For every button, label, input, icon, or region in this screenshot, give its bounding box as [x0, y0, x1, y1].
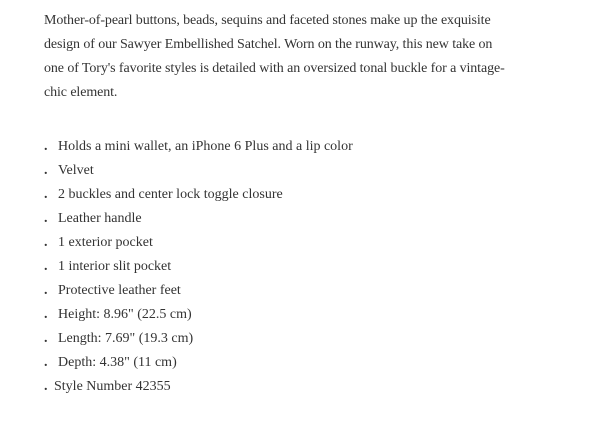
bullet-icon: . — [44, 331, 48, 346]
list-item — [44, 207, 353, 231]
product-description: Mother-of-pearl buttons, beads, sequins and faceted stones make up the exquisite design of our Sawyer Embellished Satchel. Worn on the runway, this new take on one of Tory's favorite styles is detailed with an oversized tonal buckle for a vintage-chic element. — [44, 13, 505, 100]
bullet-icon: . — [44, 235, 48, 250]
list-item — [44, 279, 353, 303]
list-item — [44, 255, 353, 279]
bullet-icon: . — [44, 259, 48, 274]
bullet-icon: . — [44, 283, 48, 298]
bullet-icon: . — [44, 187, 48, 202]
feature-text: Height: 8.96" (22.5 cm) — [58, 307, 192, 322]
list-item — [44, 135, 353, 159]
feature-text: Velvet — [58, 163, 94, 178]
style-number-item — [44, 375, 353, 399]
feature-text: Depth: 4.38" (11 cm) — [58, 355, 177, 370]
feature-text: Leather handle — [58, 211, 142, 226]
bullet-icon: . — [44, 139, 48, 154]
feature-text: 1 exterior pocket — [58, 235, 153, 250]
feature-text: Protective leather feet — [58, 283, 181, 298]
feature-text: Holds a mini wallet, an iPhone 6 Plus and a lip color — [58, 139, 353, 154]
bullet-icon: . — [44, 379, 48, 394]
list-item — [44, 351, 353, 375]
feature-text: 2 buckles and center lock toggle closure — [58, 187, 283, 202]
feature-text: Length: 7.69" (19.3 cm) — [58, 331, 194, 346]
feature-text: 1 interior slit pocket — [58, 259, 172, 274]
style-number-text: Style Number 42355 — [54, 379, 171, 394]
list-item — [44, 327, 353, 351]
list-item — [44, 183, 353, 207]
bullet-icon: . — [44, 211, 48, 226]
list-item — [44, 231, 353, 255]
product-features-list — [44, 135, 353, 399]
bullet-icon: . — [44, 163, 48, 178]
list-item — [44, 303, 353, 327]
list-item — [44, 159, 353, 183]
bullet-icon: . — [44, 355, 48, 370]
bullet-icon: . — [44, 307, 48, 322]
